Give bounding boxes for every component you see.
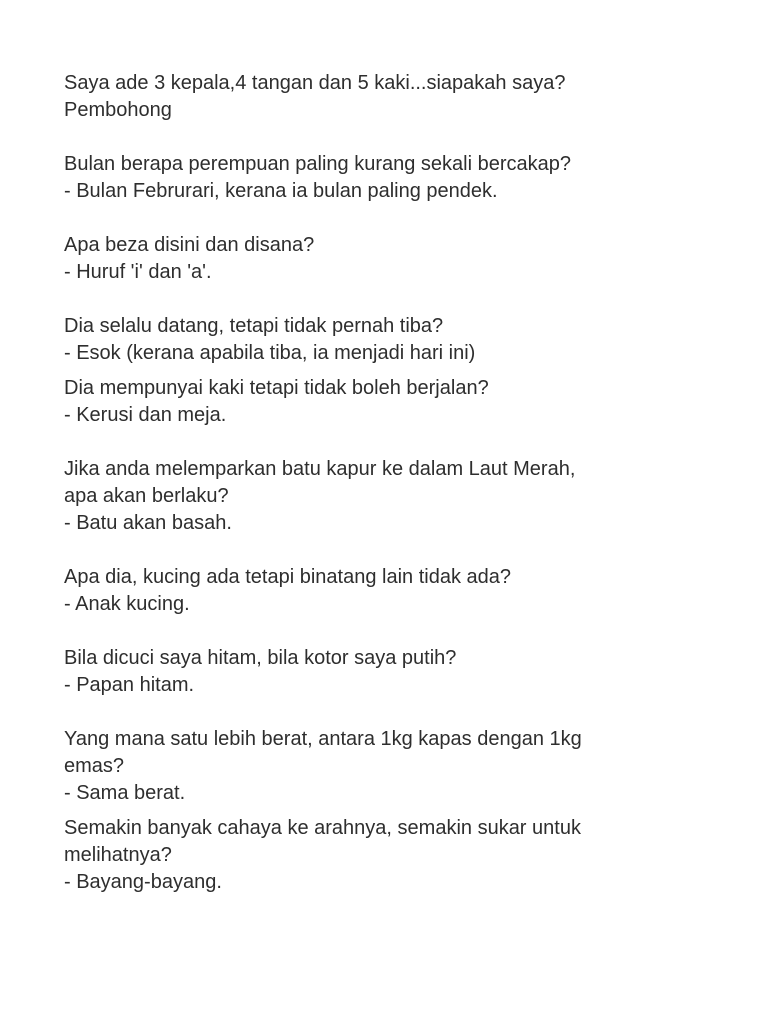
riddle-3 xyxy=(64,232,724,286)
riddle-7 xyxy=(64,564,724,618)
riddle-question-continued: melihatnya? xyxy=(64,844,172,866)
riddle-9 xyxy=(64,726,724,807)
riddle-question: Dia mempunyai kaki tetapi tidak boleh berjalan? xyxy=(64,377,489,399)
riddle-question: Bulan berapa perempuan paling kurang sekali bercakap? xyxy=(64,153,572,175)
riddle-question: Bila dicuci saya hitam, bila kotor saya putih? xyxy=(64,647,457,669)
riddle-answer: - Papan hitam. xyxy=(64,674,195,696)
riddle-10 xyxy=(64,815,724,896)
riddle-answer: - Batu akan basah. xyxy=(64,512,232,534)
riddle-answer: - Sama berat. xyxy=(64,782,186,804)
riddle-answer: - Bayang-bayang. xyxy=(64,871,222,893)
riddle-6 xyxy=(64,456,724,537)
riddle-question: Dia selalu datang, tetapi tidak pernah tiba? xyxy=(64,315,444,337)
riddle-question: Semakin banyak cahaya ke arahnya, semakin sukar untuk xyxy=(64,817,581,839)
riddle-4 xyxy=(64,313,724,367)
riddle-question: Saya ade 3 kepala,4 tangan dan 5 kaki...siapakah saya? xyxy=(64,72,566,94)
riddle-5 xyxy=(64,375,724,429)
riddle-answer: - Anak kucing. xyxy=(64,593,190,615)
riddle-question: Apa beza disini dan disana? xyxy=(64,234,315,256)
riddle-question: Apa dia, kucing ada tetapi binatang lain tidak ada? xyxy=(64,566,512,588)
riddle-answer: - Esok (kerana apabila tiba, ia menjadi hari ini) xyxy=(64,342,476,364)
riddle-answer: - Bulan Februrari, kerana ia bulan paling pendek. xyxy=(64,180,498,202)
riddle-question: Yang mana satu lebih berat, antara 1kg kapas dengan 1kg xyxy=(64,728,582,750)
riddle-1 xyxy=(64,70,724,124)
riddle-answer: Pembohong xyxy=(64,99,172,121)
riddle-question: Jika anda melemparkan batu kapur ke dalam Laut Merah, xyxy=(64,458,576,480)
riddle-2 xyxy=(64,151,724,205)
riddle-question-continued: emas? xyxy=(64,755,125,777)
riddle-answer: - Kerusi dan meja. xyxy=(64,404,227,426)
riddle-answer: - Huruf 'i' dan 'a'. xyxy=(64,261,212,283)
riddle-8 xyxy=(64,645,724,699)
riddle-question-continued: apa akan berlaku? xyxy=(64,485,229,507)
document-page xyxy=(64,70,724,896)
